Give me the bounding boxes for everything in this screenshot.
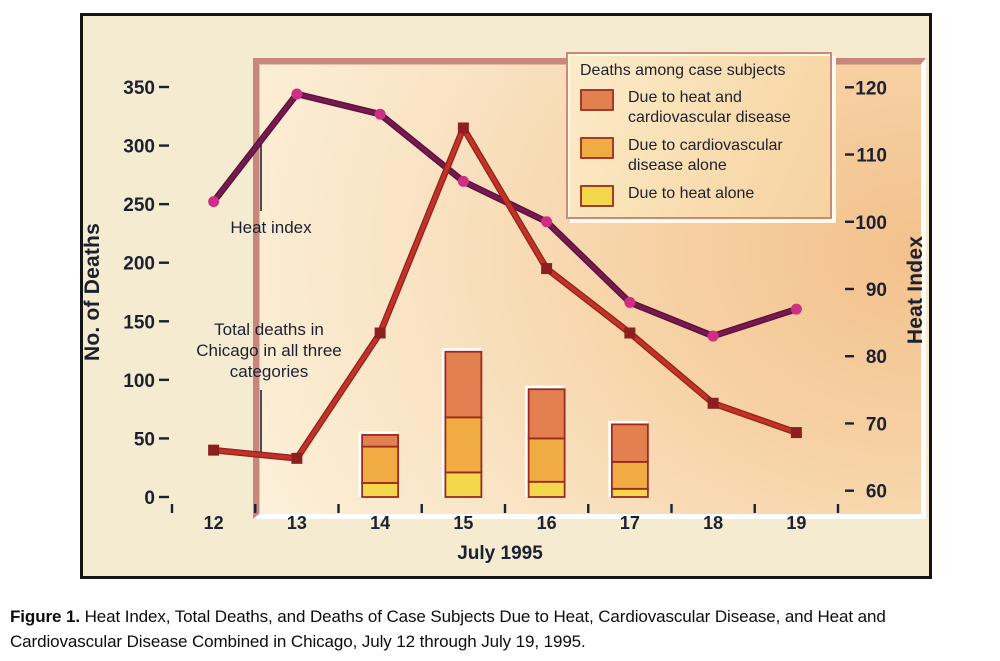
- left-axis-tick-label: 150: [123, 312, 155, 334]
- legend-item-label: Due to heat alone: [628, 185, 755, 202]
- legend-item-heat-and-cvd: [580, 88, 820, 128]
- right-axis-title: Heat Index: [904, 235, 927, 345]
- x-axis-title: July 1995: [457, 543, 543, 564]
- right-axis-tick-label: 120: [855, 78, 887, 100]
- left-axis-tick-label: 350: [123, 78, 155, 99]
- cvd-alone-swatch-icon: [580, 137, 614, 159]
- x-axis-tick-label: 14: [370, 513, 391, 533]
- x-axis-tick-label: 15: [453, 513, 474, 533]
- legend-item-label: Due to heat and cardiovascular disease: [628, 89, 791, 126]
- figure-caption-text: Heat Index, Total Deaths, and Deaths of Case Subjects Due to Heat, Cardiovascular Disease, and Heat and Cardiovascular Disease Combined in Chicago, July 12 through July 19, 1995.: [10, 607, 886, 651]
- legend-item-heat-alone: [580, 184, 820, 207]
- left-axis-tick-label: 200: [123, 253, 155, 275]
- legend-item-cvd-alone: [580, 136, 820, 176]
- x-axis-tick-label: 17: [619, 513, 640, 533]
- left-axis-tick-label: 100: [123, 370, 155, 392]
- heat-alone-swatch-icon: [580, 185, 614, 207]
- legend-title: Deaths among case subjects: [580, 62, 786, 79]
- heat-and-cvd-swatch-icon: [580, 89, 614, 111]
- right-axis-tick-label: 70: [865, 414, 887, 436]
- x-axis-tick-label: 16: [536, 513, 557, 533]
- right-axis-tick-label: 100: [855, 212, 887, 234]
- x-axis-tick-label: 13: [286, 513, 307, 533]
- x-axis-tick-label: 12: [203, 513, 224, 533]
- total-deaths-annotation: Total deaths in Chicago in all three categories: [196, 320, 342, 381]
- left-axis-tick-label: 0: [144, 488, 155, 509]
- heat-index-annotation: Heat index: [230, 218, 312, 237]
- left-axis-title: No. of Deaths: [81, 223, 104, 361]
- x-axis-tick-label: 18: [703, 513, 724, 533]
- figure-caption: [10, 604, 992, 654]
- legend-item-label: Due to cardiovascular disease alone: [628, 137, 783, 174]
- figure-caption-label: Figure 1.: [10, 607, 80, 626]
- left-axis-tick-label: 250: [123, 195, 155, 217]
- right-axis-tick-label: 90: [865, 279, 887, 301]
- right-axis-tick-label: 80: [865, 347, 887, 369]
- right-axis-tick-label: 110: [856, 145, 887, 167]
- chart-legend: [566, 52, 832, 219]
- x-axis-tick-label: 19: [786, 513, 807, 533]
- right-axis-tick-label: 60: [865, 481, 887, 503]
- left-axis-tick-label: 50: [133, 429, 155, 451]
- left-axis-tick-label: 300: [123, 136, 155, 158]
